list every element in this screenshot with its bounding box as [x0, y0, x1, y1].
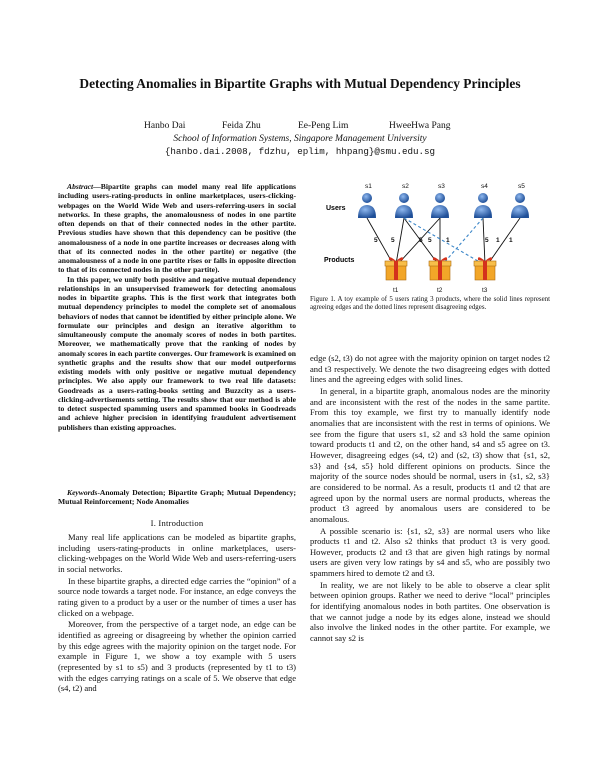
product-labels: [393, 287, 488, 294]
edge-rating: 1: [509, 237, 513, 244]
paragraph: In general, in a bipartite graph, anomalous nodes are the minority and are inconsistent with the rest of the nodes in the same partite. From this toy example, we first try to manually identify node anomalies that are inconsistent with the rest in terms of opinions. We see from the figure that users s1, s2 and s3 hold the same opinion toward products t1 and t2, on the other hand, s4 and s5 agree on t3. However, disagreeing edges (s4, t2) and (s2, t3) show that {s1, s2, s3} and {s4, s5} hold different opinions on products. Since the majority of the source nodes should be normal, users in {s1, s2, s3} are considered to be normal. As a result, products t1 and t2 that are agreed upon by the normal users are normal products, whereas the product t3 agreed by anomalous users are considered to be anomalous.: [310, 385, 550, 524]
section-heading: I. Introduction: [150, 518, 204, 528]
paragraph: Many real life applications can be modeled as bipartite graphs, including users-rating-products in online marketplaces, users-clicking-webpages on the World Wide Web and users-referring-users in social networks.: [58, 532, 296, 574]
product-label-t1: t1: [393, 287, 399, 294]
author-name: Feida Zhu: [222, 121, 261, 131]
paragraph: In these bipartite graphs, a directed edge carries the “opinion” of a source node towards a target node. For instance, an edge conveys the rating given to a product by a user or the number of times a user has clicked on a webpage.: [58, 575, 296, 618]
paragraph: Moreover, from the perspective of a target node, an edge can be identified as agreeing or disagreeing by whether the opinion carried by this edge agrees with the majority opinion on the target node. For example in Figure 1, we show a toy example with 5 users (represented by s1 to s5) and 3 products (represented by t1 to t3) with the edges carrying ratings on a scale of 5. We observe that edge (s4, t2) and: [58, 619, 296, 694]
author-emails: {hanbo.dai.2008, fdzhu, eplim, hhpang}@smu.edu.sg: [164, 146, 436, 157]
keywords: [58, 488, 296, 507]
user-label-s4: s4: [481, 183, 488, 190]
abstract-text-2: In this paper, we unify both positive and negative mutual dependency relationships in an unsupervised framework for detecting anomalous nodes in bipartite graphs. This is the first work that integrates both mutual dependency principles to model the complete set of anomalous behaviors of nodes that cannot be identified by either principle alone. We formulate our principles and design an iterative algorithm to simultaneously compute the anomaly scores of nodes in both partites. Moreover, we mathematically prove that the ranking of nodes by anomaly scores in each partite converges. Our framework is examined on synthetic graphs and the results show that our model outperforms existing models with only positive or negative mutual dependency principles. We also apply our framework to two real life datasets: Goodreads as a users-rating-books setting and Buzzcity as a users-clicking-advertisements setting. The results show that our method is able to detect suspected spamming users and spammed books in Goodreads and achieve higher precision in identifying fraudulent advertisement publishers than existing approaches.: [58, 274, 296, 432]
product-label-t2: t2: [437, 287, 443, 294]
edge-rating: 5: [419, 237, 423, 244]
keywords-text: -Anomaly Detection; Bipartite Graph; Mutual Dependency; Mutual Reinforcement; Node Anomalies: [58, 488, 296, 507]
gift-icon: [385, 257, 407, 280]
product-label-t3: t3: [482, 287, 488, 294]
disagreeing-edges: [404, 218, 483, 264]
edge-rating: 1: [496, 237, 500, 244]
abstract: [58, 182, 296, 432]
edge: [404, 218, 483, 264]
paragraph: In reality, we are not likely to be able to observe a clear split between opinion groups. Rather we need to derive “local” principles for identifying anomalous nodes in both partites. One observation is that we cannot judge a node by its edges alone, instead we should also involve the linked nodes in the other partite. For example, we cannot say s2 is: [310, 579, 550, 644]
user-nodes: [358, 193, 529, 218]
user-icon: [358, 193, 376, 218]
products-label: Products: [324, 257, 355, 264]
user-label-s3: s3: [438, 183, 445, 190]
user-icon: [395, 193, 413, 218]
user-label-s1: s1: [365, 183, 372, 190]
edge-rating: 5: [485, 237, 489, 244]
edge-rating: 5: [374, 237, 378, 244]
author-name: Hanbo Dai: [144, 121, 186, 131]
paragraph: edge (s2, t3) do not agree with the majority opinion on target nodes t2 and t3 respectively. We denote the two disagreeing edges with dotted lines and the agreeing edges with solid lines.: [310, 353, 550, 385]
author-name: Ee-Peng Lim: [298, 121, 349, 131]
edge: [367, 218, 393, 264]
user-labels: [365, 183, 525, 190]
abstract-label: Abstract: [67, 182, 94, 191]
edge-rating: 1: [446, 237, 450, 244]
paragraph: A possible scenario is: {s1, s2, s3} are normal users who like products t1 and t2. Also s2 thinks that product t3 is very good. However, products t2 and t3 that are given high ratings by normal users are given very low ratings by s4 and s5, who are possibly two spammers hired to demote t2 and t3.: [310, 525, 550, 579]
user-icon: [474, 193, 492, 218]
keywords-label: Keywords: [67, 488, 98, 497]
paper-title: Detecting Anomalies in Bipartite Graphs with Mutual Dependency Principles: [79, 76, 521, 91]
user-label-s5: s5: [518, 183, 525, 190]
introduction-text: [58, 532, 296, 694]
user-icon: [431, 193, 449, 218]
user-icon: [511, 193, 529, 218]
user-label-s2: s2: [402, 183, 409, 190]
edge: [488, 218, 520, 264]
affiliation: School of Information Systems, Singapore Management University: [173, 134, 427, 144]
edge-rating: 5: [428, 237, 432, 244]
abstract-text: —Bipartite graphs can model many real life applications including users-rating-products in online marketplaces, users-clicking-webpages on the World Wide Web and users-referring-users in social networks. In these graphs, the anomalousness of nodes in one partite often depends on that of their connected nodes in the other partite. Previous studies have shown that this dependency can be positive (the anomalousness of a node in one partite increases or decreases along with that of its connected nodes in the other partite) or negative (the anomalousness of a node in one partite rises or falls in opposite direction to that of its connected nodes in the other partite).: [58, 182, 296, 275]
figure-1-graph: [320, 178, 548, 296]
edge: [396, 218, 404, 264]
figure-caption: Figure 1. A toy example of 5 users rating 3 products, where the solid lines represent agreeing edges and the dotted lines represent disagreeing edges.: [310, 296, 550, 312]
right-column-text: [310, 353, 550, 644]
author-name: HweeHwa Pang: [389, 121, 451, 131]
users-label: Users: [326, 205, 346, 212]
edge-rating: 5: [391, 237, 395, 244]
